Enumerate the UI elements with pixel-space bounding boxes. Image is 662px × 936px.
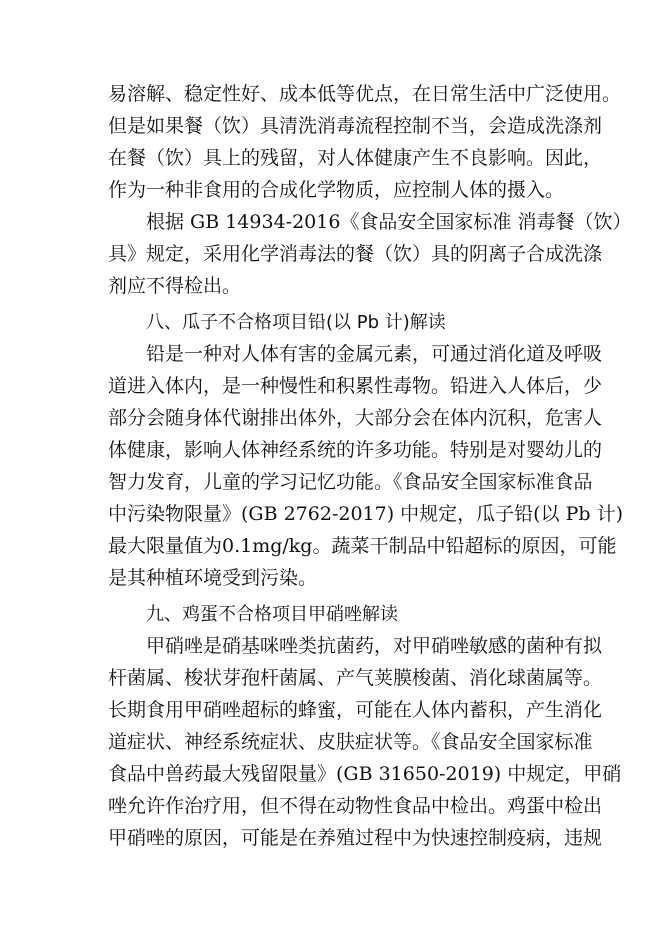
paragraph-3-line-4: 体健康，影响人体神经系统的许多功能。特别是对婴幼儿的 [108,439,603,461]
paragraph-4-line-4: 道症状、神经系统症状、皮肤症状等。《食品安全国家标准 [108,731,593,753]
paragraph-3-line-5: 智力发育，儿童的学习记忆功能。《食品安全国家标准食品 [108,471,593,493]
section-heading-8: 八、瓜子不合格项目铅(以 Pb 计)解读 [146,312,446,333]
paragraph-4-line-3: 长期食用甲硝唑超标的蜂蜜，可能在人体内蓄积，产生消化 [108,699,603,721]
paragraph-4-line-2: 杆菌属、梭状芽孢杆菌属、产气荚膜梭菌、消化球菌属等。 [108,667,603,689]
paragraph-3-line-6: 中污染物限量》(GB 2762-2017) 中规定，瓜子铅(以 Pb 计) [108,503,624,525]
paragraph-3-line-8: 是其种植环境受到污染。 [108,567,318,589]
paragraph-1-line-4: 作为一种非食用的合成化学物质，应控制人体的摄入。 [108,179,565,201]
paragraph-3-line-2: 道进入体内，是一种慢性和积累性毒物。铅进入人体后，少 [108,375,603,397]
paragraph-1-line-2: 但是如果餐（饮）具清洗消毒流程控制不当，会造成洗涤剂 [108,115,603,137]
paragraph-1-line-3: 在餐（饮）具上的残留，对人体健康产生不良影响。因此， [108,147,603,169]
paragraph-2-line-3: 剂应不得检出。 [108,275,242,297]
paragraph-4-line-7: 甲硝唑的原因，可能是在养殖过程中为快速控制疫病，违规 [108,827,603,849]
paragraph-2-line-1: 根据 GB 14934-2016《食品安全国家标准 消毒餐（饮） [146,211,632,233]
paragraph-3-line-3: 部分会随身体代谢排出体外，大部分会在体内沉积，危害人 [108,407,603,429]
paragraph-4-line-6: 唑允许作治疗用，但不得在动物性食品中检出。鸡蛋中检出 [108,795,603,817]
paragraph-4-line-5: 食品中兽药最大残留限量》(GB 31650-2019) 中规定，甲硝 [108,763,622,785]
section-heading-9: 九、鸡蛋不合格项目甲硝唑解读 [146,604,398,625]
paragraph-1-line-1: 易溶解、稳定性好、成本低等优点，在日常生活中广泛使用。 [108,83,622,105]
paragraph-2-line-2: 具》规定，采用化学消毒法的餐（饮）具的阴离子合成洗涤 [108,243,603,265]
paragraph-4-line-1: 甲硝唑是硝基咪唑类抗菌药，对甲硝唑敏感的菌种有拟 [146,635,603,657]
paragraph-3-line-1: 铅是一种对人体有害的金属元素，可通过消化道及呼吸 [146,343,603,365]
paragraph-3-line-7: 最大限量值为0.1mg/kg。蔬菜干制品中铅超标的原因，可能 [108,535,617,557]
